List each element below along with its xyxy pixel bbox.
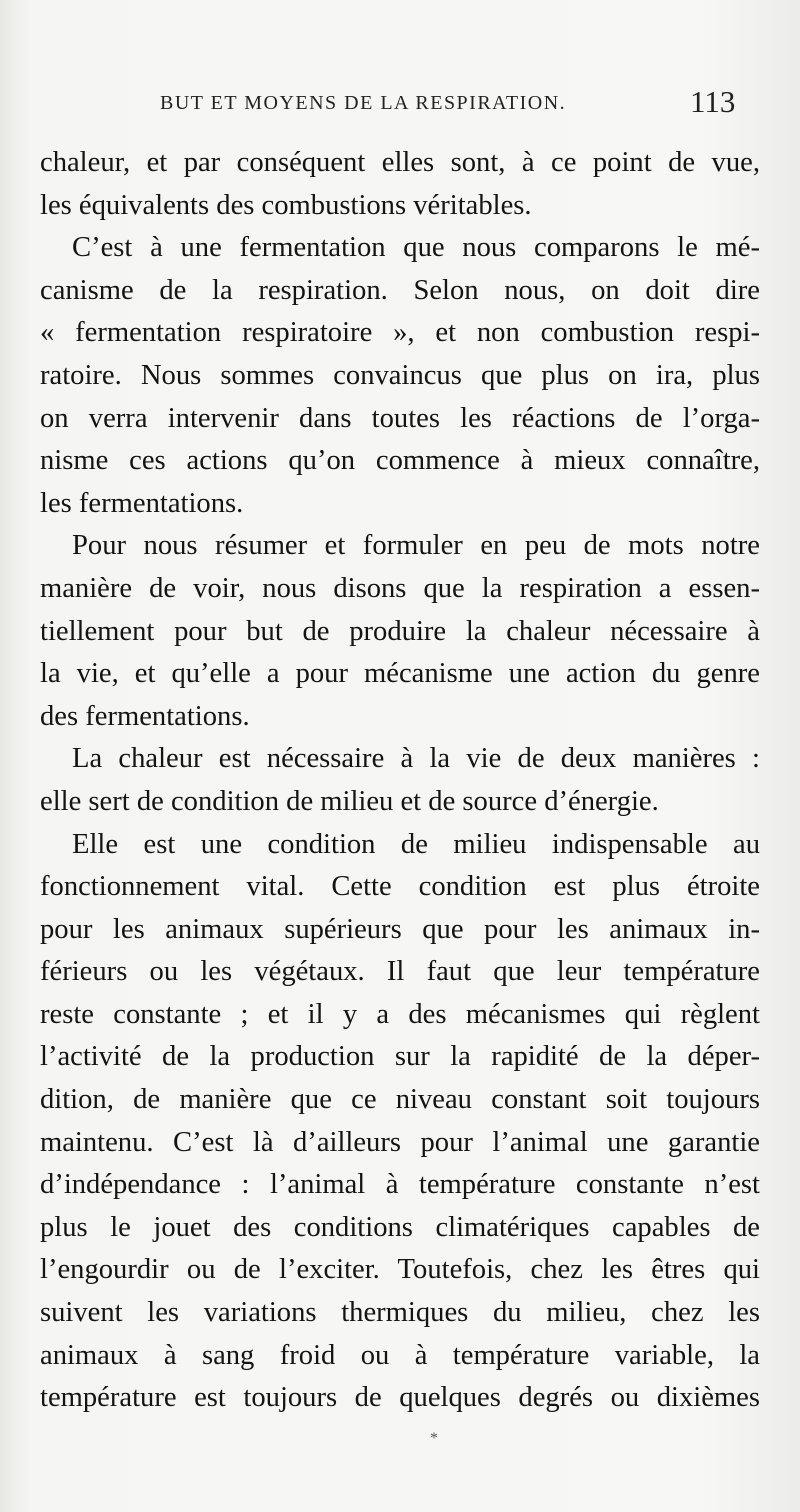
- text-line: fonctionnement vital. Cette condition est plus étroite: [40, 871, 760, 903]
- foot-mark: *: [430, 1430, 438, 1447]
- text-line: nisme ces actions qu’on commence à mieux connaître,: [40, 445, 760, 477]
- text-line: animaux à sang froid ou à température variable, la: [40, 1339, 760, 1371]
- text-line: la vie, et qu’elle a pour mécanisme une action du genre: [40, 658, 760, 690]
- text-line: maintenu. C’est là d’ailleurs pour l’animal une garantie: [40, 1126, 760, 1158]
- text-line: reste constante ; et il y a des mécanismes qui règlent: [40, 998, 760, 1030]
- page-number: 113: [690, 84, 736, 119]
- text-line: l’engourdir ou de l’exciter. Toutefois, chez les êtres qui: [40, 1254, 760, 1286]
- text-line: ratoire. Nous sommes convaincus que plus on ira, plus: [40, 359, 760, 391]
- text-line: d’indépendance : l’animal à température constante n’est: [40, 1169, 760, 1201]
- text-line: température est toujours de quelques degrés ou dixièmes: [40, 1382, 760, 1414]
- text-line: La chaleur est nécessaire à la vie de deux manières :: [72, 743, 760, 775]
- text-line: C’est à une fermentation que nous comparons le mé-: [72, 232, 760, 264]
- text-line: les équivalents des combustions véritables.: [40, 189, 532, 221]
- text-line: canisme de la respiration. Selon nous, on doit dire: [40, 274, 760, 306]
- running-head: BUT ET MOYENS DE LA RESPIRATION.: [160, 92, 567, 114]
- text-line: elle sert de condition de milieu et de source d’énergie.: [40, 785, 659, 817]
- text-line: Pour nous résumer et formuler en peu de mots notre: [72, 530, 760, 562]
- text-line: pour les animaux supérieurs que pour les animaux in-: [40, 913, 760, 945]
- text-line: les fermentations.: [40, 487, 244, 519]
- body-text: [40, 142, 760, 1420]
- text-line: on verra intervenir dans toutes les réactions de l’orga-: [40, 402, 760, 434]
- text-line: des fermentations.: [40, 700, 250, 732]
- text-line: manière de voir, nous disons que la respiration a essen-: [40, 572, 760, 604]
- text-line: « fermentation respiratoire », et non combustion respi-: [40, 317, 760, 349]
- text-line: Elle est une condition de milieu indispensable au: [72, 828, 760, 860]
- text-line: tiellement pour but de produire la chaleur nécessaire à: [40, 615, 760, 647]
- text-line: férieurs ou les végétaux. Il faut que leur température: [40, 956, 760, 988]
- text-line: chaleur, et par conséquent elles sont, à ce point de vue,: [40, 147, 760, 178]
- text-line: suivent les variations thermiques du milieu, chez les: [40, 1297, 760, 1329]
- text-line: dition, de manière que ce niveau constant soit toujours: [40, 1084, 760, 1116]
- text-line: plus le jouet des conditions climatériques capables de: [40, 1211, 760, 1243]
- text-line: l’activité de la production sur la rapidité de la déper-: [40, 1041, 760, 1073]
